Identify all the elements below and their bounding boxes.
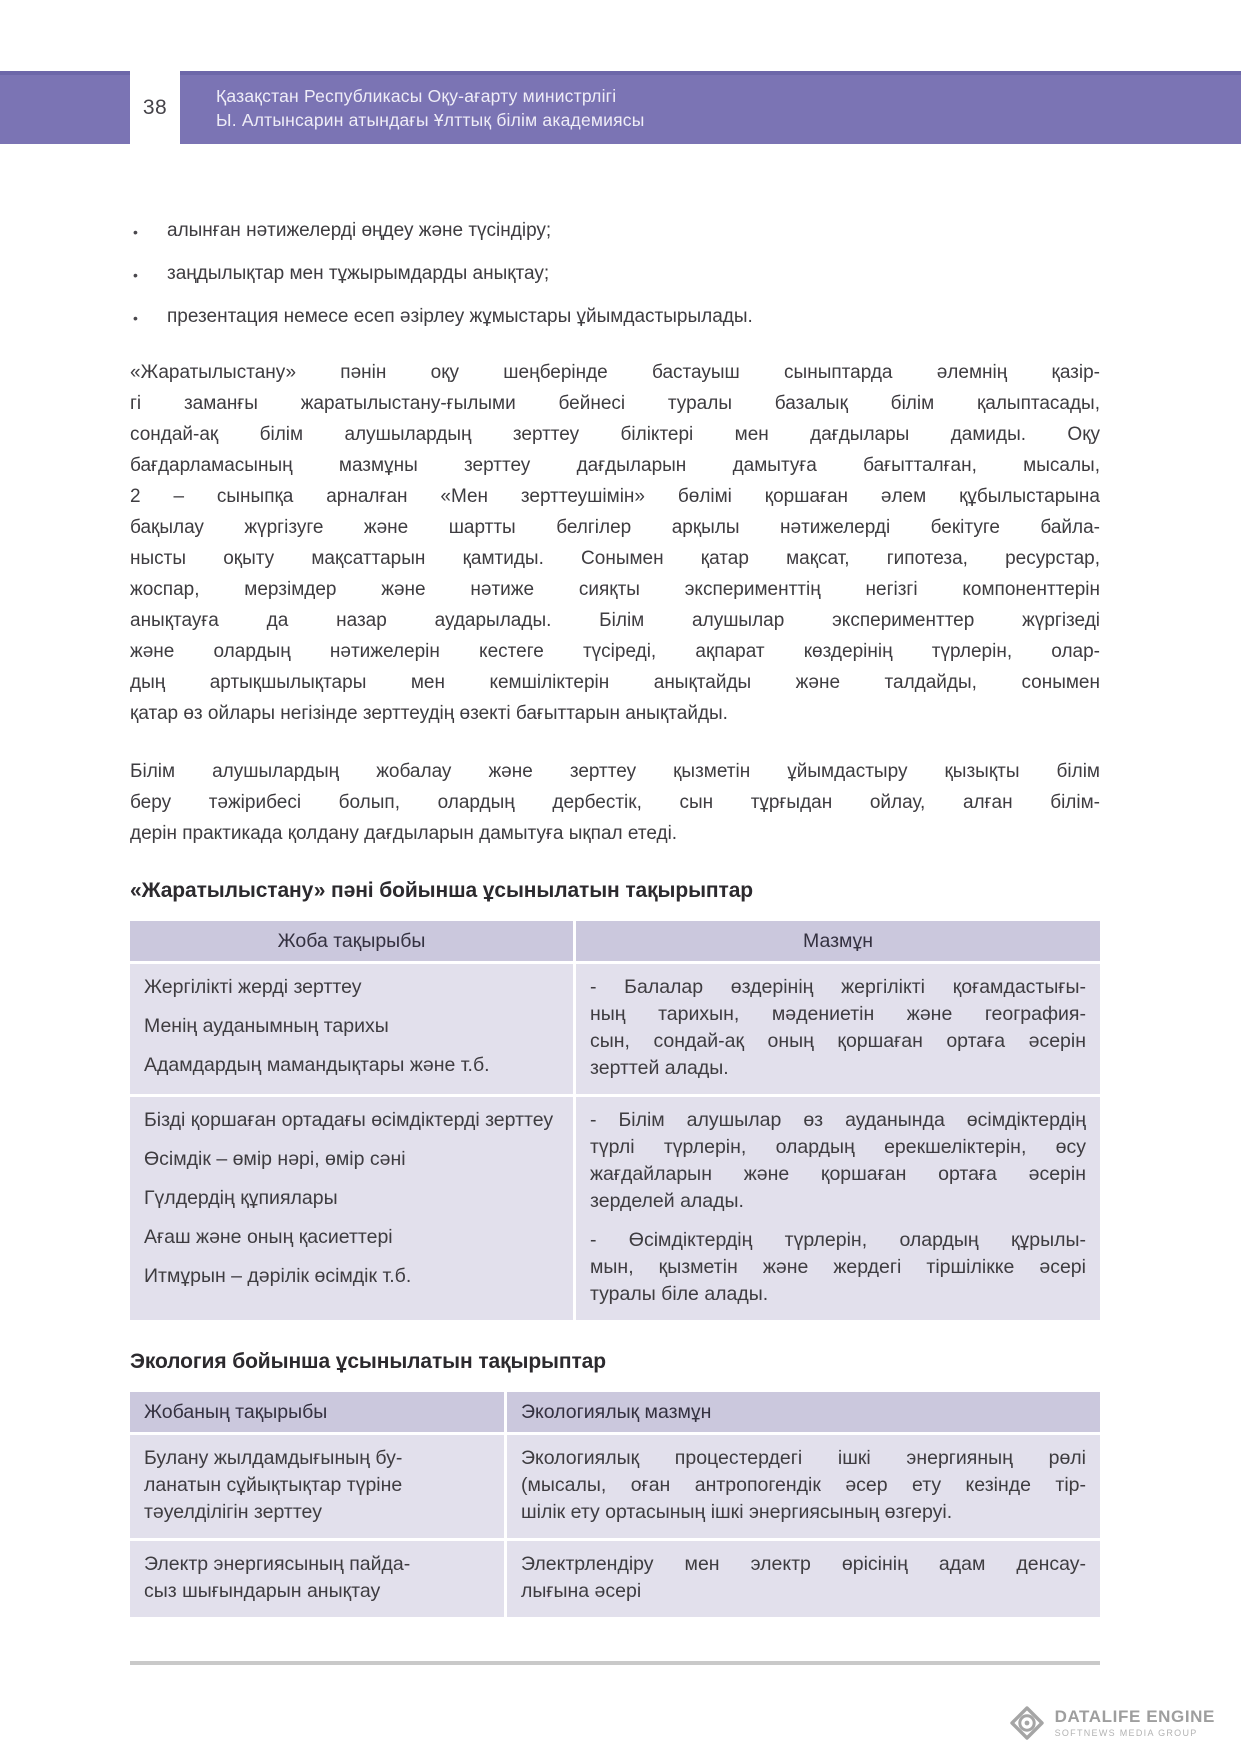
text-block — [144, 1013, 559, 1040]
text-line: (мысалы, оған антропогендік әсер ету кезінде тір- — [521, 1474, 1086, 1496]
text-line: бағдарламасының мазмұны зерттеу дағдыларын дамытуға бағытталған, мысалы, — [130, 455, 1100, 476]
text-line: дерін практикада қолдану дағдыларын дамытуға ықпал етеді. — [130, 823, 678, 844]
table1-row1-topic-cell — [130, 964, 573, 1094]
text-line: «Жаратылыстану» пәнін оқу шеңберінде бастауыш сыныптарда әлемнің қазір- — [130, 362, 1100, 383]
text-line: ның тарихын, мәдениетін және география- — [590, 1003, 1086, 1025]
text-line: Электр энергиясының пайда- — [144, 1553, 411, 1575]
footer-divider-line — [130, 1661, 1100, 1665]
table2-header-topic: Жобаның тақырыбы — [130, 1392, 504, 1432]
text-block — [144, 1107, 559, 1134]
header-academy-line: Ы. Алтынсарин атындағы Ұлттық білім академиясы — [216, 109, 645, 130]
text-block — [144, 1052, 559, 1079]
datalife-eye-diamond-icon — [1008, 1704, 1046, 1742]
text-line: Менің ауданымның тарихы — [144, 1015, 389, 1037]
paragraph-subject-overview — [130, 357, 1100, 729]
text-line: ланатын сұйықтықтар түріне — [144, 1474, 403, 1496]
text-line: Жергілікті жерді зерттеу — [144, 976, 362, 998]
text-block — [144, 1224, 559, 1251]
section-natural-science-heading: «Жаратылыстану» пәні бойынша ұсынылатын тақырыптар — [130, 879, 754, 902]
text-line: бақылау жүргізуге және шартты белгілер арқылы нәтижелерді бекітуге байла- — [130, 517, 1100, 538]
text-line: зерделей алады. — [590, 1190, 744, 1212]
text-line: - Білім алушылар өз ауданында өсімдіктердің — [590, 1109, 1086, 1131]
text-line: мын, қызметін және жердегі тіршілікке әсері — [590, 1256, 1086, 1278]
text-line: Ағаш және оның қасиеттері — [144, 1226, 393, 1248]
page-header-band — [0, 71, 1241, 144]
text-line: және олардың нәтижелерін кестеге түсіреді, ақпарат көздерінің түрлерін, олар- — [130, 641, 1100, 662]
text-block — [521, 1551, 1086, 1605]
header-band-left-segment — [0, 71, 130, 144]
page-number-box — [130, 71, 180, 144]
table1-row2-topic-cell — [130, 1097, 573, 1320]
text-block — [144, 1185, 559, 1212]
text-line: - Өсімдіктердің түрлерін, олардың құрылы- — [590, 1229, 1086, 1251]
text-block — [130, 756, 1100, 849]
header-ministry-line: Қазақстан Республикасы Оқу-ағарту министрлігі — [216, 85, 617, 106]
paragraph-project-activity — [130, 756, 1100, 849]
text-line: гі заманғы жаратылыстану-ғылыми бейнесі туралы базалық білім қалыптасады, — [130, 393, 1100, 414]
text-line: Гүлдердің құпиялары — [144, 1187, 338, 1209]
text-block — [521, 1445, 1086, 1526]
text-block — [590, 1107, 1086, 1215]
list-item: • презентация немесе есеп әзірлеу жұмыстары ұйымдастырылады. — [130, 304, 1100, 330]
text-line: нысты оқыту мақсаттарын қамтиды. Сонымен қатар мақсат, гипотеза, ресурстар, — [130, 548, 1100, 569]
table1-row2-content-cell — [576, 1097, 1100, 1320]
logo-subtitle: SOFTNEWS MEDIA GROUP — [1054, 1727, 1198, 1738]
text-line: жоспар, мерзімдер және нәтиже сияқты эксперименттің негізгі компоненттерін — [130, 579, 1100, 600]
table2-row1-topic-cell — [130, 1435, 504, 1538]
text-block — [144, 1263, 559, 1290]
text-block — [144, 974, 559, 1001]
text-line: туралы біле алады. — [590, 1283, 769, 1305]
text-block — [144, 1445, 490, 1526]
list-item: • алынған нәтижелерді өңдеу және түсіндіру; — [130, 218, 1100, 244]
text-line: Білім алушылардың жобалау және зерттеу қызметін ұйымдастыру қызықты білім — [130, 761, 1100, 782]
text-line: зерттей алады. — [590, 1057, 729, 1079]
table1-header-content: Мазмұн — [576, 921, 1100, 961]
text-line: анықтауға да назар аударылады. Білім алушылар эксперименттер жүргізеді — [130, 610, 1100, 631]
table2-header-content: Экологиялық мазмұн — [507, 1392, 1100, 1432]
logo-text-block — [1055, 1708, 1215, 1739]
text-line: Булану жылдамдығының бу- — [144, 1447, 403, 1469]
text-line: сыз шығындарын анықтау — [144, 1580, 381, 1602]
table2-row2-content-cell — [507, 1541, 1100, 1617]
logo-title: DATALIFE ENGINE — [1054, 1706, 1215, 1726]
text-block — [130, 357, 1100, 729]
table2-row1-content-cell — [507, 1435, 1100, 1538]
page-number: 38 — [142, 95, 168, 119]
text-line: түрлі түрлерін, олардың ерекшеліктерін, өсу — [590, 1136, 1086, 1158]
text-line: жағдайларын және қоршаған ортаға әсерін — [590, 1163, 1086, 1185]
bullet-list — [130, 218, 1100, 330]
text-line: тәуелділігін зерттеу — [144, 1501, 322, 1523]
text-line: Экологиялық процестердегі ішкі энергияның рөлі — [521, 1447, 1086, 1469]
text-line: шілік ету ортасының ішкі энергиясының өзгеруі. — [521, 1501, 953, 1523]
text-block — [590, 974, 1086, 1082]
ecology-topics-table — [130, 1392, 1100, 1617]
text-line: беру тәжірибесі болып, олардың дербестік, сын тұрғыдан ойлау, алған білім- — [130, 792, 1100, 813]
text-line: - Балалар өздерінің жергілікті қоғамдастығы- — [590, 976, 1086, 998]
text-block — [590, 1227, 1086, 1308]
natural-science-topics-table — [130, 921, 1100, 1320]
table1-row1-content-cell — [576, 964, 1100, 1094]
text-block — [144, 1551, 490, 1605]
text-line: Бізді қоршаған ортадағы өсімдіктерді зерттеу — [144, 1109, 554, 1131]
text-line: Өсімдік – өмір нәрі, өмір сәні — [144, 1148, 406, 1170]
datalife-engine-logo — [1008, 1704, 1215, 1742]
text-line: сын, сондай-ақ оның қоршаған ортаға әсерін — [590, 1030, 1086, 1052]
text-block — [144, 1146, 559, 1173]
text-line: лығына әсері — [521, 1580, 642, 1602]
header-band-main-segment — [180, 71, 1241, 144]
section-ecology-heading: Экология бойынша ұсынылатын тақырыптар — [130, 1350, 606, 1373]
text-line: дың артықшылықтары мен кемшіліктерін анықтайды және талдайды, сонымен — [130, 672, 1100, 693]
text-line: 2 – сыныпқа арналған «Мен зерттеушімін» бөлімі қоршаған әлем құбылыстарына — [130, 486, 1100, 507]
list-item: • заңдылықтар мен тұжырымдарды анықтау; — [130, 261, 1100, 287]
text-line: Адамдардың мамандықтары және т.б. — [144, 1054, 490, 1076]
text-line: Электрлендіру мен электр өрісінің адам денсау- — [521, 1553, 1086, 1575]
table1-header-topic: Жоба тақырыбы — [130, 921, 573, 961]
text-line: қатар өз ойлары негізінде зерттеудің өзекті бағыттарын анықтайды. — [130, 703, 728, 724]
text-line: Итмұрын – дәрілік өсімдік т.б. — [144, 1265, 412, 1287]
text-line: сондай-ақ білім алушылардың зерттеу біліктері мен дағдылары дамиды. Оқу — [130, 424, 1100, 445]
table2-row2-topic-cell — [130, 1541, 504, 1617]
